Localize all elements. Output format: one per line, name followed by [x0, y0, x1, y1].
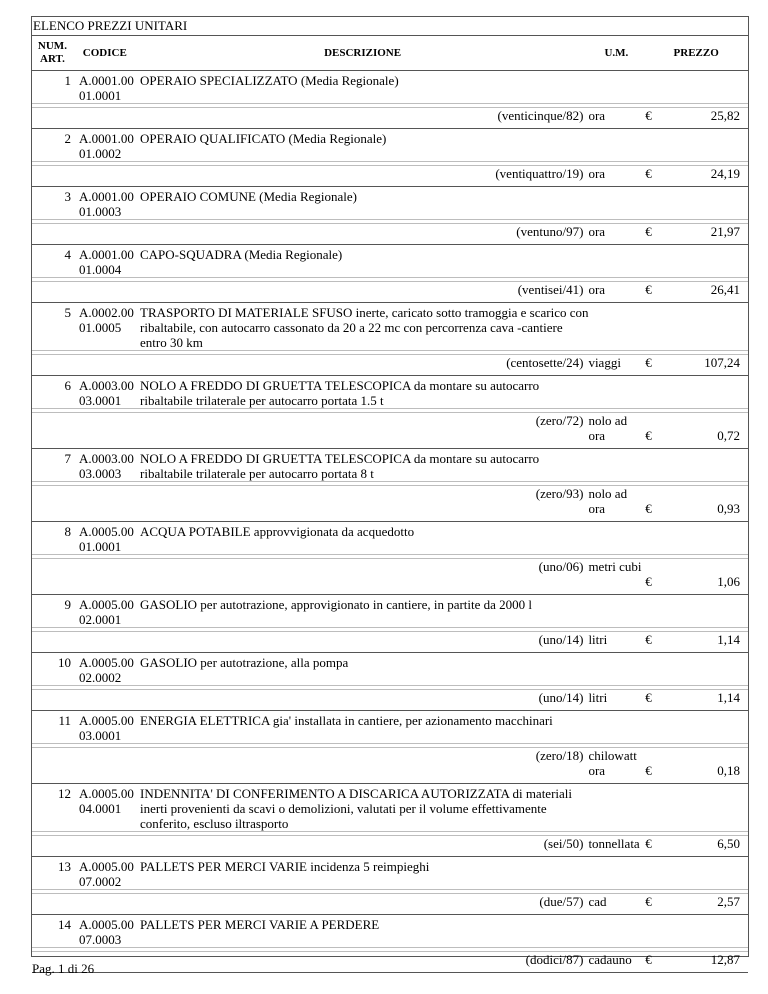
price-item-row — [32, 245, 748, 303]
unit-of-measure: ora — [588, 224, 606, 239]
currency-symbol: € — [645, 501, 652, 516]
currency-symbol: € — [645, 224, 652, 239]
unit-of-measure: tonnellata — [588, 836, 640, 851]
column-header-description: DESCRIZIONE — [324, 47, 402, 59]
price-in-words: (sei/50) — [543, 836, 584, 851]
item-code: A.0005.00 04.0001 — [79, 786, 134, 816]
column-header-code: CODICE — [82, 47, 127, 59]
price-in-words: (ventuno/97) — [516, 224, 584, 239]
item-number: 11 — [58, 713, 71, 728]
unit-price: 26,41 — [710, 282, 740, 297]
item-description: GASOLIO per autotrazione, alla pompa — [140, 655, 349, 670]
price-item-row — [32, 915, 748, 973]
currency-symbol: € — [645, 355, 652, 370]
item-number: 3 — [64, 189, 71, 204]
document-title: ELENCO PREZZI UNITARI — [32, 17, 748, 36]
currency-symbol: € — [645, 574, 652, 589]
item-number: 2 — [64, 131, 71, 146]
unit-price: 2,57 — [717, 894, 740, 909]
item-number: 12 — [58, 786, 71, 801]
item-description: TRASPORTO DI MATERIALE SFUSO inerte, caricato sotto tramoggia e scarico con ribaltabile, con autocarro cassonato da 20 a 22 mc con percorrenza cava -cantiere entro 30 km — [140, 305, 589, 350]
item-number: 10 — [58, 655, 71, 670]
item-description: CAPO-SQUADRA (Media Regionale) — [140, 247, 343, 262]
unit-of-measure: ora — [588, 108, 606, 123]
currency-symbol: € — [645, 428, 652, 443]
unit-price: 25,82 — [710, 108, 740, 123]
price-in-words: (zero/72) — [535, 413, 584, 428]
item-code: A.0005.00 02.0001 — [79, 597, 134, 627]
unit-price: 1,06 — [717, 574, 740, 589]
item-number: 1 — [64, 73, 71, 88]
unit-of-measure: ora — [588, 282, 606, 297]
price-items-list — [32, 71, 748, 973]
price-item-row — [32, 595, 748, 653]
unit-price: 107,24 — [704, 355, 740, 370]
item-code: A.0001.00 01.0002 — [79, 131, 134, 161]
item-code: A.0001.00 01.0001 — [79, 73, 134, 103]
price-in-words: (uno/14) — [538, 690, 584, 705]
item-description: OPERAIO COMUNE (Media Regionale) — [140, 189, 357, 204]
currency-symbol: € — [645, 894, 652, 909]
item-description: OPERAIO SPECIALIZZATO (Media Regionale) — [140, 73, 399, 88]
currency-symbol: € — [645, 836, 652, 851]
item-number: 13 — [58, 859, 71, 874]
item-code: A.0003.00 03.0001 — [79, 378, 134, 408]
item-description: PALLETS PER MERCI VARIE A PERDERE — [140, 917, 380, 932]
unit-price: 6,50 — [717, 836, 740, 851]
unit-price: 1,14 — [717, 690, 740, 705]
price-in-words: (zero/18) — [535, 748, 584, 763]
item-code: A.0005.00 02.0002 — [79, 655, 134, 685]
unit-of-measure: litri — [588, 690, 608, 705]
price-list-page — [31, 16, 749, 967]
item-description: NOLO A FREDDO DI GRUETTA TELESCOPICA da montare su autocarro ribaltabile trilaterale per autocarro portata 1.5 t — [140, 378, 540, 408]
item-code: A.0005.00 03.0001 — [79, 713, 134, 743]
unit-price: 1,14 — [717, 632, 740, 647]
item-number: 8 — [64, 524, 71, 539]
unit-price: 21,97 — [710, 224, 740, 239]
price-in-words: (centosette/24) — [506, 355, 584, 370]
price-item-row — [32, 187, 748, 245]
price-item-row — [32, 857, 748, 915]
item-number: 7 — [64, 451, 71, 466]
price-item-row — [32, 129, 748, 187]
price-in-words: (uno/14) — [538, 632, 584, 647]
column-header-price: PREZZO — [673, 47, 719, 59]
price-in-words: (zero/93) — [535, 486, 584, 501]
price-in-words: (due/57) — [539, 894, 584, 909]
currency-symbol: € — [645, 690, 652, 705]
item-number: 6 — [64, 378, 71, 393]
item-code: A.0001.00 01.0003 — [79, 189, 134, 219]
column-header-row — [32, 36, 748, 71]
item-number: 9 — [64, 597, 71, 612]
price-in-words: (ventiquattro/19) — [495, 166, 584, 181]
currency-symbol: € — [645, 166, 652, 181]
item-description: GASOLIO per autotrazione, approvigionato in cantiere, in partite da 2000 l — [140, 597, 533, 612]
item-description: PALLETS PER MERCI VARIE incidenza 5 reimpieghi — [140, 859, 430, 874]
price-item-row — [32, 711, 748, 784]
unit-price: 0,18 — [717, 763, 740, 778]
price-item-row — [32, 522, 748, 595]
unit-of-measure: metri cubi — [588, 559, 642, 574]
item-description: ACQUA POTABILE approvvigionata da acquedotto — [140, 524, 415, 539]
unit-of-measure: nolo ad ora — [588, 486, 628, 516]
price-in-words: (ventisei/41) — [517, 282, 584, 297]
price-in-words: (venticinque/82) — [497, 108, 584, 123]
unit-of-measure: litri — [588, 632, 608, 647]
price-in-words: (dodici/87) — [525, 952, 584, 967]
price-item-row — [32, 376, 748, 449]
currency-symbol: € — [645, 952, 652, 967]
unit-price: 12,87 — [710, 952, 740, 967]
price-in-words: (uno/06) — [538, 559, 584, 574]
item-number: 14 — [58, 917, 71, 932]
item-description: INDENNITA' DI CONFERIMENTO A DISCARICA AUTORIZZATA di materiali inerti provenienti da scavi o demolizioni, valutati per il volume effettivamente conferito, escluso iltrasporto — [140, 786, 573, 831]
price-item-row — [32, 784, 748, 857]
page-footer: Pag. 1 di 26 — [32, 961, 95, 976]
unit-of-measure: viaggi — [588, 355, 621, 370]
item-code: A.0003.00 03.0003 — [79, 451, 134, 481]
unit-price: 24,19 — [710, 166, 740, 181]
row-end-line — [32, 967, 748, 973]
unit-price: 0,72 — [717, 428, 740, 443]
item-description: OPERAIO QUALIFICATO (Media Regionale) — [140, 131, 387, 146]
item-code: A.0005.00 07.0002 — [79, 859, 134, 889]
price-item-row — [32, 653, 748, 711]
price-item-row — [32, 71, 748, 129]
item-code: A.0005.00 01.0001 — [79, 524, 134, 554]
currency-symbol: € — [645, 763, 652, 778]
item-code: A.0005.00 07.0003 — [79, 917, 134, 947]
unit-of-measure: chilowatt ora — [588, 748, 637, 778]
column-header-num: NUM. ART. — [37, 40, 67, 65]
price-item-row — [32, 303, 748, 376]
item-description: NOLO A FREDDO DI GRUETTA TELESCOPICA da montare su autocarro ribaltabile trilaterale per autocarro portata 8 t — [140, 451, 540, 481]
unit-price: 0,93 — [717, 501, 740, 516]
item-code: A.0001.00 01.0004 — [79, 247, 134, 277]
unit-of-measure: cadauno — [588, 952, 632, 967]
item-code: A.0002.00 01.0005 — [79, 305, 134, 335]
unit-of-measure: nolo ad ora — [588, 413, 628, 443]
unit-of-measure: cad — [588, 894, 607, 909]
price-item-row — [32, 449, 748, 522]
unit-of-measure: ora — [588, 166, 606, 181]
currency-symbol: € — [645, 632, 652, 647]
item-number: 5 — [64, 305, 71, 320]
currency-symbol: € — [645, 108, 652, 123]
column-header-um: U.M. — [604, 47, 629, 59]
currency-symbol: € — [645, 282, 652, 297]
item-description: ENERGIA ELETTRICA gia' installata in cantiere, per azionamento macchinari — [140, 713, 553, 728]
item-number: 4 — [64, 247, 71, 262]
